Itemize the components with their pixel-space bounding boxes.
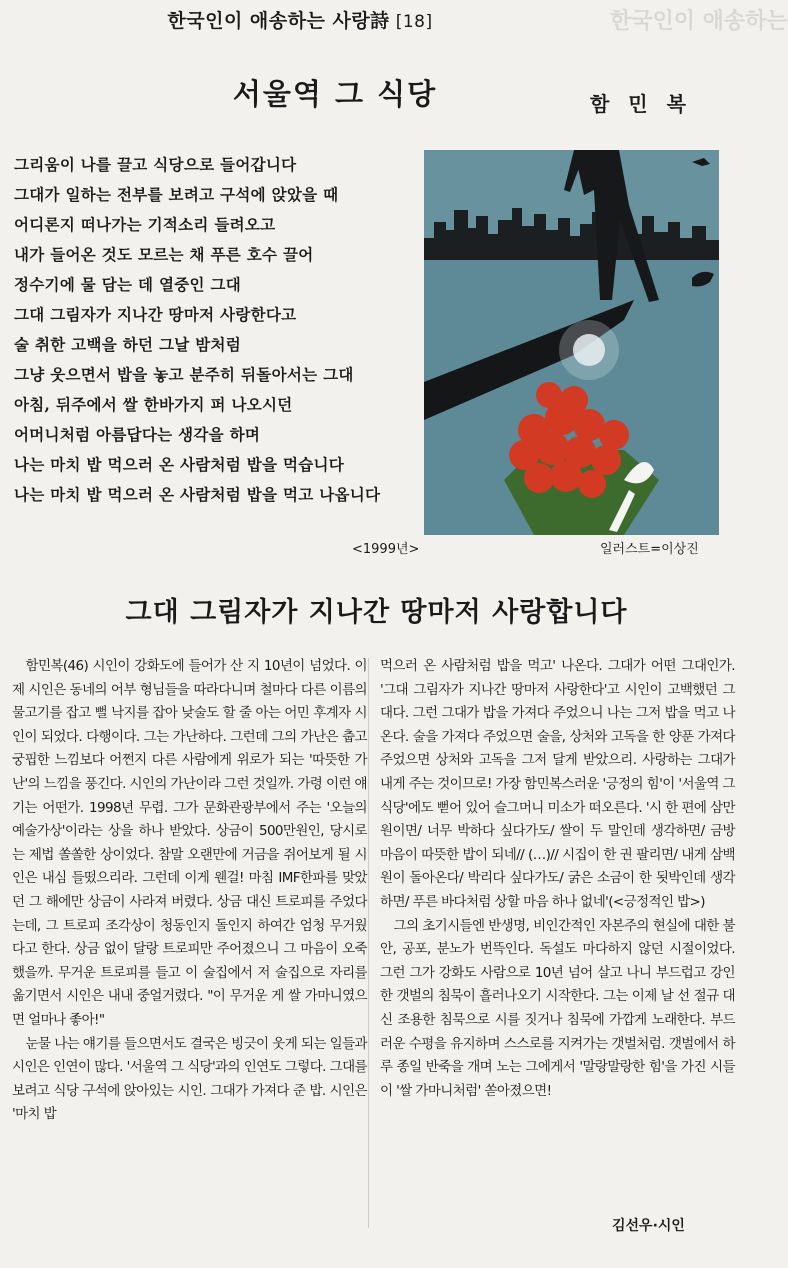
article-paragraph: 그의 초기시들엔 반생명, 비인간적인 자본주의 현실에 대한 불안, 공포, 분노가 번뜩인다. 독설도 마다하지 않던 시절이었다. 그런 그가 강화도 사람으로 10년 넘어 살고 나니 부드럽고 강인한 갯벌의 침묵이 흘러나오기 시작한다. 그는 이제 날 선 절규 대신 조용한 침묵으로 시를 짓거나 침묵에 가깝게 노래한다. 부드러운 수평을 유지하며 스스로를 지켜가는 갯벌처럼. 갯벌에서 하루 종일 반죽을 개며 노는 그에게서 '말랑말랑한 힘'을 가진 시들이 '쌀 가마니처럼' 쏟아졌으면! [380, 917, 735, 1099]
article-paragraph: 함민복(46) 시인이 강화도에 들어가 산 지 10년이 넘었다. 이제 시인은 동네의 어부 형님들을 따라다니며 철마다 다른 이름의 물고기를 잡고 뻘 낙지를 잡아 낮술도 할 줄 아는 어민 후계자 시인이 되었다. 다행이다. 그는 가난하다. 그런데 그의 가난은 춥고 궁핍한 느낌보다 어쩐지 다른 사람에게 위로가 되는 '따뜻한 가난'의 느낌을 풍긴다. 시인의 가난이라 그런 것일까. 가령 이런 얘기는 어떤가. 1998년 무렵. 그가 문화관광부에서 주는 '오늘의 예술가상'이라는 상을 하나 받았다. 상금이 500만원인, 당시로는 제법 쏠쏠한 상이었다. 참말 오랜만에 거금을 쥐어보게 될 시인은 내심 들떴으리라. 그런데 이게 웬걸! 마침 IMF한파를 맞았던 그 해에만 상금이 사라져 버렸다. 상금 대신 트로피를 주었다는데, 그 트로피 조각상이 청동인지 돌인지 하여간 엄청 무거웠다고 한다. 상금 없이 달랑 트로피만 주어졌으니 그 마음이 오죽했을까. 무거운 트로피를 들고 이 술집에서 저 술집으로 자리를 옮기면서 시인은 내내 중얼거렸다. "이 무거운 게 쌀 가마니였으면 얼마나 좋아!" [12, 658, 367, 1028]
series-number: [18] [395, 12, 433, 32]
series-title [0, 6, 600, 33]
poem-line: 나는 마치 밥 먹으러 온 사람처럼 밥을 먹습니다 [14, 455, 345, 474]
poem-line: 나는 마치 밥 먹으러 온 사람처럼 밥을 먹고 나옵니다 [14, 485, 381, 504]
poem-line: 내가 들어온 것도 모르는 채 푸른 호수 끌어 [14, 245, 314, 264]
poem-line: 그냥 웃으면서 밥을 놓고 분주히 뒤돌아서는 그대 [14, 365, 354, 384]
bleed-through-text: 한국인이 애송하는 [610, 9, 788, 34]
poem-title: 서울역 그 식당 [232, 77, 438, 111]
poem-body [14, 150, 424, 510]
byline: 김선우·시인 [612, 1218, 685, 1234]
poem-line: 어머니처럼 아름답다는 생각을 하며 [14, 425, 261, 444]
poem-line: 그리움이 나를 끌고 식당으로 들어갑니다 [14, 155, 297, 174]
column-divider [368, 658, 369, 1228]
poem-year: <1999년> [352, 542, 420, 557]
series-title-text: 한국인이 애송하는 사랑詩 [167, 10, 390, 32]
illustration-credit: 일러스트=이상진 [600, 542, 699, 557]
article-headline: 그대 그림자가 지나간 땅마저 사랑합니다 [125, 597, 628, 628]
poem-line: 그대가 일하는 전부를 보려고 구석에 앉았을 때 [14, 185, 339, 204]
poem-line: 그대 그림자가 지나간 땅마저 사랑한다고 [14, 305, 297, 324]
illustration [424, 150, 719, 535]
poem-line: 술 취한 고백을 하던 그날 밤처럼 [14, 335, 242, 354]
poem-line: 정수기에 물 담는 데 열중인 그대 [14, 275, 242, 294]
article-column-left [12, 655, 367, 1127]
poem-line: 어디론지 떠나가는 기적소리 들려오고 [14, 215, 276, 234]
article-paragraph: 먹으러 온 사람처럼 밥을 먹고' 나온다. 그대가 어떤 그대인가. '그대 그림자가 지나간 땅마저 사랑한다'고 시인이 고백했던 그대다. 그런 그대가 밥을 가져다 주었으니 나는 그저 밥을 먹고 나온다. 술을 가져다 주었으면 술을, 상처와 고독을 한 양푼 가져다 주었으면 상처와 고독을 그저 달게 받았으리. 사랑하는 그대가 내게 주는 것이므로! 가장 함민복스러운 '긍정의 힘'이 '서울역 그 식당'에도 뻗어 있어 슬그머니 미소가 떠오른다. '시 한 편에 삼만 원이면/ 너무 박하다 싶다가도/ 쌀이 두 말인데 생각하면/ 금방 마음이 따뜻한 밥이 되네// (…)// 시집이 한 권 팔리면/ 내게 삼백 원이 돌아온다/ 박리다 싶다가도/ 굵은 소금이 한 됫박인데 생각하면/ 푸른 바다처럼 상할 마음 하나 없네'(<긍정적인 밥>) [380, 658, 735, 910]
poet-name: 함 민 복 [590, 92, 692, 116]
article-column-right [380, 655, 735, 1103]
poem-line: 아침, 뒤주에서 쌀 한바가지 퍼 나오시던 [14, 395, 293, 414]
article-paragraph: 눈물 나는 얘기를 들으면서도 결국은 빙긋이 웃게 되는 일들과 시인은 인연이 많다. '서울역 그 식당'과의 인연도 그렇다. 그대를 보려고 식당 구석에 앉아있는 시인. 그대가 가져다 준 밥. 시인은 '마치 밥 [12, 1035, 367, 1123]
